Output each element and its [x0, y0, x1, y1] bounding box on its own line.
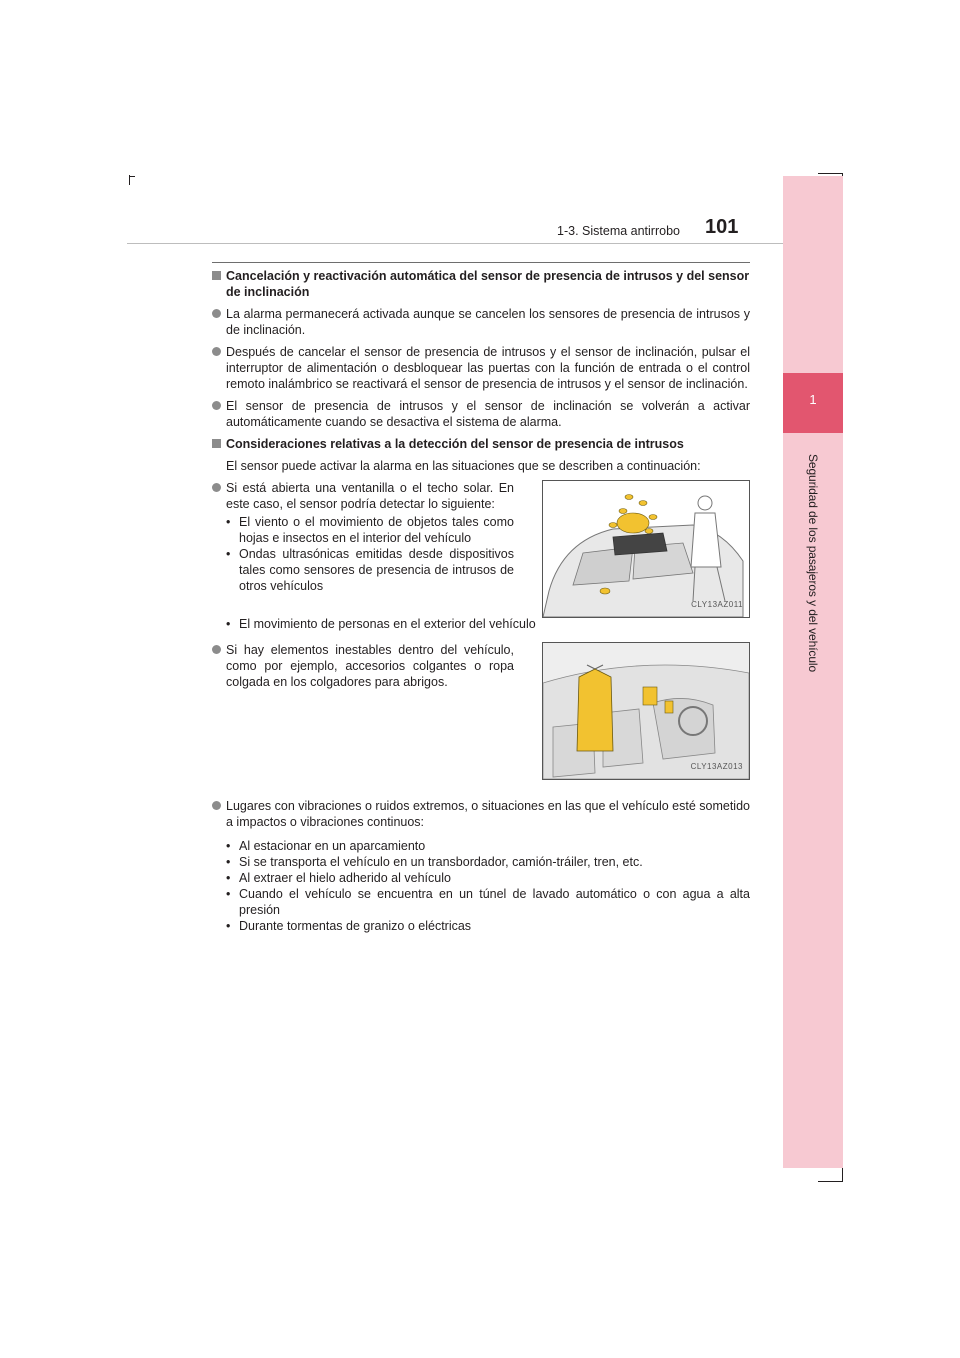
bullet-item: [212, 398, 750, 430]
sub-bullet-text: Ondas ultrasónicas emitidas desde dispositivos tales como sensores de presencia de intrusos de otros vehículos: [239, 547, 514, 593]
square-bullet-icon: [212, 271, 221, 280]
dot-bullet: •: [226, 547, 231, 561]
sub-bullet-text: Si se transporta el vehículo en un transbordador, camión-tráiler, tren, etc.: [239, 855, 643, 869]
crop-mark: [818, 173, 842, 174]
sub-bullet-text: El movimiento de personas en el exterior del vehículo: [239, 617, 536, 631]
figure-row: [212, 642, 750, 798]
sub-bullet-item: [212, 546, 514, 594]
bullet-text: Si está abierta una ventanilla o el techo solar. En este caso, el sensor podría detectar lo siguiente:: [226, 481, 514, 511]
figure-car-sunroof: [542, 480, 750, 618]
sub-bullet-item: [212, 854, 750, 870]
bullet-item: [212, 344, 750, 392]
section-title: 1-3. Sistema antirrobo: [557, 224, 680, 238]
bullet-item: [212, 480, 514, 512]
header-rule: [127, 243, 783, 244]
sub-bullet-item: [212, 918, 750, 934]
bullet-text: Lugares con vibraciones o ruidos extremos, o situaciones en las que el vehículo esté sometido a impactos o vibraciones continuos:: [226, 799, 750, 829]
bullet-text: La alarma permanecerá activada aunque se cancelen los sensores de presencia de intrusos y de inclinación.: [226, 307, 750, 337]
section-heading: [212, 268, 750, 300]
crop-mark: [818, 1181, 842, 1182]
sub-bullet-item: [212, 514, 514, 546]
sub-bullet-item: [212, 886, 750, 918]
sub-bullet-text: El viento o el movimiento de objetos tales como hojas e insectos en el interior del vehículo: [239, 515, 514, 545]
dot-bullet: •: [226, 871, 231, 885]
dot-bullet: •: [226, 839, 231, 853]
bullet-item: [212, 306, 750, 338]
bullet-text: Después de cancelar el sensor de presencia de intrusos y el sensor de inclinación, pulsar el interruptor de alimentación o desbloquear las puertas con la función de entrada o el control remoto inalámbrico se reactivará el sensor de presencia de intrusos y el sensor de inclinación.: [226, 345, 750, 391]
figure-row: [212, 480, 750, 632]
sub-bullet-text: Al extraer el hielo adherido al vehículo: [239, 871, 451, 885]
section-heading: [212, 436, 750, 452]
crop-mark: [129, 176, 135, 177]
square-bullet-icon: [212, 439, 221, 448]
figure-code: CLY13AZ013: [690, 762, 743, 771]
sub-bullet-text: Cuando el vehículo se encuentra en un túnel de lavado automático o con agua a alta presión: [239, 887, 750, 917]
main-content: [212, 268, 750, 934]
circle-bullet-icon: [212, 483, 221, 492]
figure-car-interior: [542, 642, 750, 780]
dot-bullet: •: [226, 617, 231, 631]
bullet-text: El sensor de presencia de intrusos y el sensor de inclinación se volverán a activar automáticamente cuando se desactiva el sistema de alarma.: [226, 399, 750, 429]
sub-bullet-item: [212, 870, 750, 886]
heading-text: Consideraciones relativas a la detección del sensor de presencia de intrusos: [226, 437, 684, 451]
bullet-text: Si hay elementos inestables dentro del vehículo, como por ejemplo, accesorios colgantes o ropa colgada en los colgadores para abrigos.: [226, 643, 514, 689]
dot-bullet: •: [226, 855, 231, 869]
dot-bullet: •: [226, 887, 231, 901]
sub-bullet-item: [212, 838, 750, 854]
dot-bullet: •: [226, 919, 231, 933]
dot-bullet: •: [226, 515, 231, 529]
page-number: 101: [705, 216, 739, 238]
circle-bullet-icon: [212, 801, 221, 810]
sub-bullet-text: Durante tormentas de granizo o eléctricas: [239, 919, 472, 933]
figure-code: CLY13AZ011: [691, 600, 743, 609]
circle-bullet-icon: [212, 309, 221, 318]
heading-text: Cancelación y reactivación automática del sensor de presencia de intrusos y del sensor de inclinación: [226, 269, 750, 299]
sub-bullet-item: [212, 616, 759, 632]
sub-bullet-text: Al estacionar en un aparcamiento: [239, 839, 426, 853]
chapter-number: 1: [809, 392, 817, 407]
circle-bullet-icon: [212, 347, 221, 356]
circle-bullet-icon: [212, 401, 221, 410]
bullet-item: [212, 798, 750, 830]
chapter-side-tab: [783, 176, 843, 1168]
bullet-item: [212, 642, 514, 690]
intro-paragraph: El sensor puede activar la alarma en las situaciones que se describen a continuación:: [226, 459, 701, 473]
circle-bullet-icon: [212, 645, 221, 654]
content-top-rule: [212, 262, 750, 263]
chapter-label: Seguridad de los pasajeros y del vehículo: [806, 454, 820, 673]
